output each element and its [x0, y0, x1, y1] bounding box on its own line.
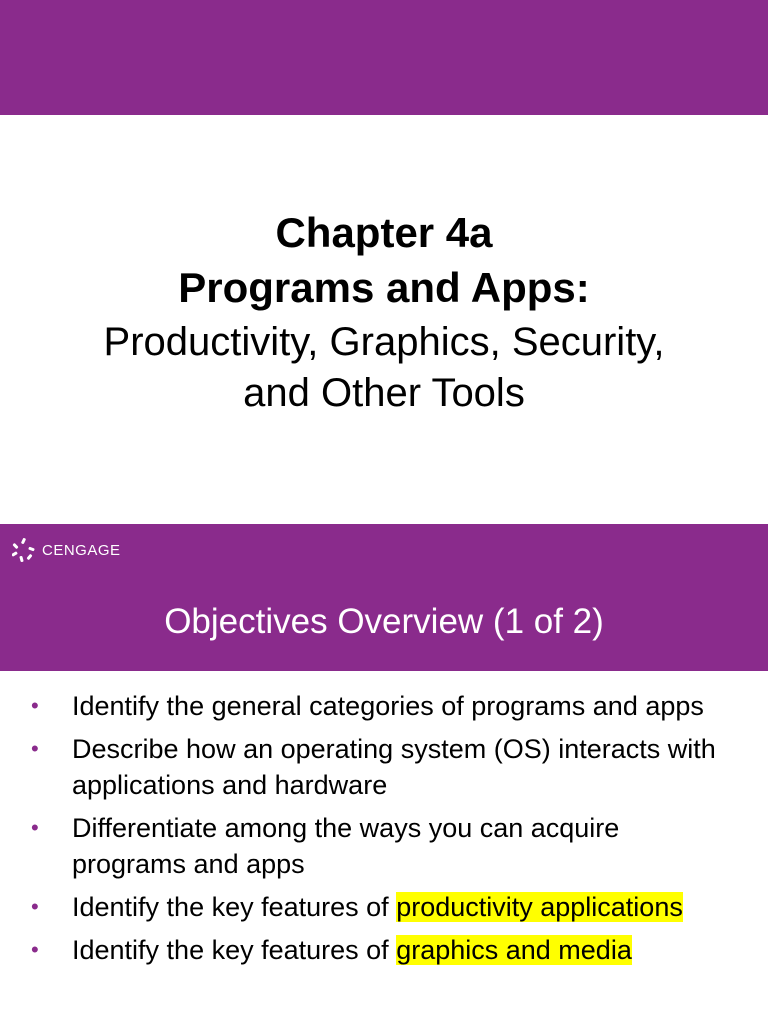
objective-item — [0, 810, 768, 882]
objective-text: Identify the key features of — [72, 892, 397, 922]
objective-text: Identify the key features of — [72, 935, 397, 965]
objective-text: Identify the general categories of programs and apps — [72, 691, 704, 721]
bullet-icon: • — [31, 937, 39, 962]
objectives-list — [0, 688, 768, 975]
objective-text: Differentiate among the ways you can acquire programs and apps — [72, 813, 620, 879]
objective-item — [0, 688, 768, 724]
bullet-icon: • — [31, 894, 39, 919]
chapter-subtitle-line1: Productivity, Graphics, Security, — [103, 320, 665, 364]
objectives-title: Objectives Overview (1 of 2) — [164, 602, 604, 641]
title-slide-top-bar — [0, 0, 768, 115]
bullet-icon: • — [31, 736, 39, 761]
bullet-icon: • — [31, 815, 39, 840]
objective-item — [0, 889, 768, 925]
cengage-logo-icon — [12, 537, 36, 563]
objective-item — [0, 731, 768, 803]
cengage-logo-text: CENGAGE — [42, 541, 121, 559]
objective-text: Describe how an operating system (OS) interacts with applications and hardware — [72, 734, 716, 800]
chapter-subtitle-line2: and Other Tools — [243, 371, 525, 415]
objective-item — [0, 932, 768, 968]
bullet-icon: • — [31, 693, 39, 718]
chapter-heading: Programs and Apps: — [178, 264, 590, 311]
highlighted-text: productivity applications — [396, 892, 683, 922]
highlighted-text: graphics and media — [396, 935, 632, 965]
chapter-title: Chapter 4a — [275, 209, 493, 256]
cengage-logo — [12, 537, 121, 563]
